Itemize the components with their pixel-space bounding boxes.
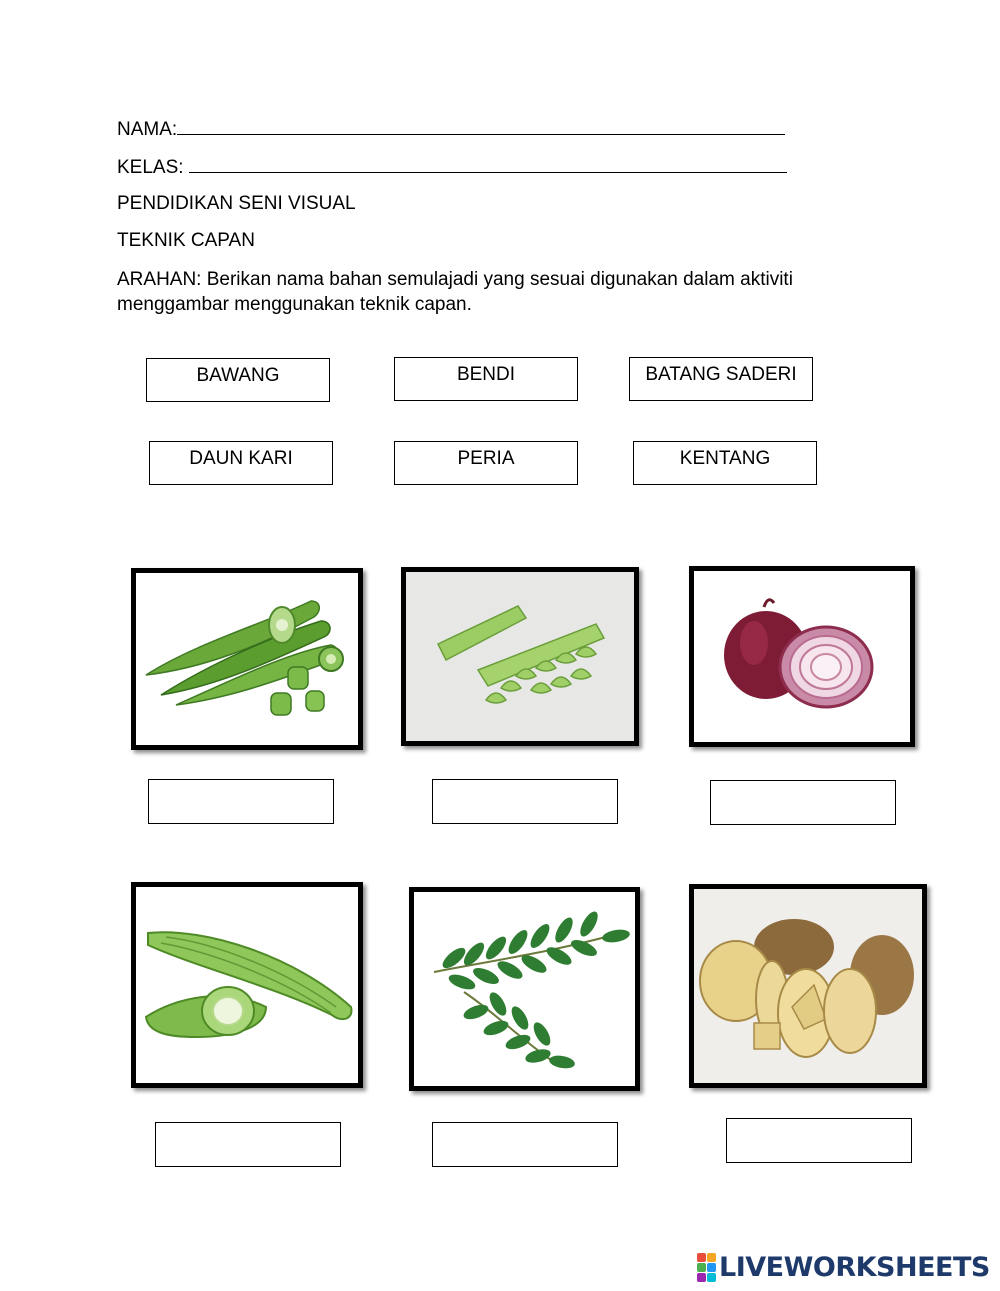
word-bawang[interactable]: BAWANG (146, 358, 330, 402)
answer-box-okra[interactable] (148, 779, 334, 824)
answer-box-celery[interactable] (432, 779, 618, 824)
word-bendi[interactable]: BENDI (394, 357, 578, 401)
curry-leaf-image (409, 887, 640, 1091)
nama-label: NAMA: (117, 119, 178, 140)
word-daun-kari[interactable]: DAUN KARI (149, 441, 333, 485)
instruction-text: ARAHAN: Berikan nama bahan semulajadi yang sesuai digunakan dalam aktiviti menggambar menggunakan teknik capan. (117, 269, 793, 315)
celery-image (401, 567, 639, 746)
nama-underline (177, 118, 785, 135)
subject-title: PENDIDIKAN SENI VISUAL (117, 193, 356, 214)
kelas-underline (189, 156, 787, 173)
okra-image (131, 568, 363, 750)
answer-box-onion[interactable] (710, 780, 896, 825)
answer-box-curry-leaf[interactable] (432, 1122, 618, 1167)
word-batang-saderi[interactable]: BATANG SADERI (629, 357, 813, 401)
kelas-label: KELAS: (117, 157, 184, 178)
brand-name: LIVEWORKSHEETS (719, 1252, 990, 1283)
answer-box-potato[interactable] (726, 1118, 912, 1163)
red-onion-image (689, 566, 915, 747)
topic-title: TEKNIK CAPAN (117, 230, 255, 251)
liveworksheets-logo-icon (697, 1253, 716, 1282)
answer-box-bitter-gourd[interactable] (155, 1122, 341, 1167)
kelas-line (117, 156, 787, 179)
potato-image (689, 884, 927, 1088)
nama-line (117, 118, 785, 141)
word-kentang[interactable]: KENTANG (633, 441, 817, 485)
liveworksheets-logo (697, 1252, 990, 1283)
word-peria[interactable]: PERIA (394, 441, 578, 485)
bitter-gourd-image (131, 882, 363, 1088)
